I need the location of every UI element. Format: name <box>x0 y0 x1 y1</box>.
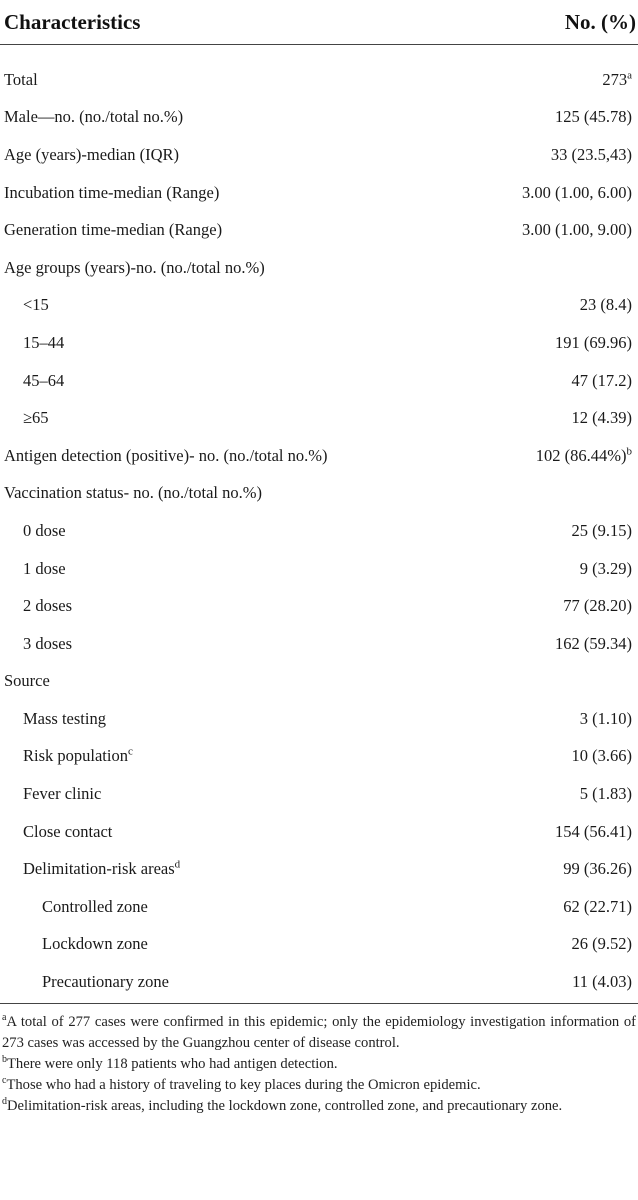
table-row <box>0 775 638 813</box>
row-label-text: Male—no. (no./total no.%) <box>4 107 184 127</box>
row-label <box>0 446 328 466</box>
row-label-text: Risk population <box>23 746 128 766</box>
row-label <box>0 934 148 954</box>
table-row <box>0 362 638 400</box>
row-label <box>0 596 72 616</box>
row-label <box>0 183 219 203</box>
row-value-text: 12 (4.39) <box>571 408 632 428</box>
row-value-text: 26 (9.52) <box>571 934 632 954</box>
row-value-text: 5 (1.83) <box>579 784 632 804</box>
row-value <box>522 220 632 240</box>
row-value-text: 10 (3.66) <box>571 746 632 766</box>
row-label-text: 1 dose <box>23 558 66 578</box>
row-label <box>0 897 148 917</box>
row-value-text: 99 (36.26) <box>563 859 632 879</box>
table-row <box>0 324 638 362</box>
table-row <box>0 813 638 851</box>
row-value-text: 33 (23.5,43) <box>550 144 632 164</box>
footnote <box>2 1096 636 1117</box>
row-value <box>563 596 632 616</box>
row-label <box>0 145 179 165</box>
table-row <box>0 700 638 738</box>
row-label <box>0 70 38 90</box>
row-label <box>0 220 222 240</box>
row-label-text: Generation time-median (Range) <box>4 220 223 240</box>
table-row <box>0 99 638 137</box>
table-row <box>0 287 638 325</box>
row-value-text: 102 (86.44%) <box>535 445 627 465</box>
footnote-text: Those who had a history of traveling to key places during the Omicron epidemic. <box>6 1077 481 1093</box>
table-row <box>0 249 638 287</box>
table-bottom-rule <box>0 1003 638 1004</box>
row-value <box>572 408 633 428</box>
row-value-text: 62 (22.71) <box>563 896 632 916</box>
table-row <box>0 174 638 212</box>
header-no-pct: No. (%) <box>564 9 636 34</box>
footnote-text: There were only 118 patients who had antigen detection. <box>7 1056 338 1072</box>
row-value-text: 154 (56.41) <box>555 821 632 841</box>
row-label-text: Antigen detection (positive)- no. (no./total no.%) <box>4 445 328 465</box>
row-value <box>580 784 632 804</box>
row-value <box>563 897 632 917</box>
table-footnotes <box>0 1012 636 1117</box>
table-row <box>0 211 638 249</box>
row-value-text: 3.00 (1.00, 9.00) <box>522 220 632 240</box>
footnote-mark: d <box>2 1096 7 1108</box>
row-label-text: Age groups (years)-no. (no./total no.%) <box>4 257 265 277</box>
footnote-mark: b <box>2 1054 7 1066</box>
row-label-text: Precautionary zone <box>42 972 169 992</box>
footnote-marker: b <box>626 445 632 458</box>
row-value <box>572 746 633 766</box>
row-label <box>0 784 101 804</box>
row-label <box>0 746 133 766</box>
row-label <box>0 521 66 541</box>
row-label-text: 3 doses <box>23 633 73 653</box>
row-label-text: Incubation time-median (Range) <box>4 182 220 202</box>
footnote <box>2 1012 636 1054</box>
table-header <box>0 0 638 45</box>
table-row <box>0 850 638 888</box>
row-label <box>0 559 66 579</box>
row-value <box>602 70 632 90</box>
row-label <box>0 371 64 391</box>
row-label <box>0 107 183 127</box>
footnote <box>2 1075 636 1096</box>
header-characteristics: Characteristics <box>4 9 141 34</box>
footnote-text: A total of 277 cases were confirmed in this epidemic; only the epidemiology investigation information of 273 cases was accessed by the Guangzhou center of disease control. <box>2 1014 636 1051</box>
row-label-text: Delimitation-risk areas <box>23 859 175 879</box>
row-value-text: 11 (4.03) <box>572 972 632 992</box>
row-label-text: Age (years)-median (IQR) <box>4 144 180 164</box>
table-row <box>0 587 638 625</box>
row-value <box>555 107 632 127</box>
table-row <box>0 738 638 776</box>
row-value-text: 77 (28.20) <box>563 596 632 616</box>
row-value-text: 125 (45.78) <box>555 107 632 127</box>
row-value <box>572 972 632 992</box>
row-label-text: 2 doses <box>23 596 73 616</box>
row-label-text: 0 dose <box>23 520 66 540</box>
footnote-text: Delimitation-risk areas, including the lockdown zone, controlled zone, and precautionary zone. <box>7 1098 563 1114</box>
table-row <box>0 512 638 550</box>
row-value-text: 47 (17.2) <box>571 370 632 390</box>
row-label-text: ≥65 <box>23 408 49 428</box>
footnote-mark: a <box>2 1012 7 1024</box>
row-value <box>551 145 632 165</box>
footnote-marker: c <box>127 745 133 758</box>
row-label <box>0 822 112 842</box>
row-label <box>0 972 169 992</box>
row-label <box>0 634 72 654</box>
row-value-text: 9 (3.29) <box>579 558 632 578</box>
row-value <box>563 859 632 879</box>
table-row <box>0 61 638 99</box>
row-label <box>0 333 64 353</box>
table-row <box>0 475 638 513</box>
table-row <box>0 963 638 1001</box>
row-value-text: 273 <box>602 69 628 89</box>
row-value <box>572 371 633 391</box>
footnote-marker: a <box>627 69 632 82</box>
row-label-text: 15–44 <box>23 332 65 352</box>
row-value-text: 191 (69.96) <box>555 332 632 352</box>
table-row <box>0 888 638 926</box>
row-label <box>0 709 106 729</box>
table-row <box>0 437 638 475</box>
row-label-text: Total <box>4 69 38 89</box>
row-label-text: 45–64 <box>23 370 65 390</box>
table-row <box>0 926 638 964</box>
row-label-text: <15 <box>23 295 49 315</box>
row-value <box>555 333 632 353</box>
row-label-text: Mass testing <box>23 708 106 728</box>
row-value-text: 3.00 (1.00, 6.00) <box>522 182 632 202</box>
table-body <box>0 45 638 1001</box>
row-value <box>580 295 632 315</box>
row-value <box>536 446 632 466</box>
row-label-text: Vaccination status- no. (no./total no.%) <box>4 483 262 503</box>
row-value <box>572 521 633 541</box>
row-value-text: 25 (9.15) <box>571 520 632 540</box>
row-value <box>555 634 632 654</box>
table-row <box>0 625 638 663</box>
row-value-text: 23 (8.4) <box>579 295 632 315</box>
row-label-text: Controlled zone <box>42 896 148 916</box>
row-value <box>580 709 632 729</box>
row-label-text: Fever clinic <box>23 784 102 804</box>
table-row <box>0 136 638 174</box>
row-label <box>0 859 180 879</box>
table-row <box>0 550 638 588</box>
row-value <box>580 559 632 579</box>
row-label <box>0 408 49 428</box>
row-label <box>0 671 50 691</box>
row-label-text: Close contact <box>23 821 113 841</box>
row-label <box>0 295 49 315</box>
row-value <box>555 822 632 842</box>
row-label-text: Lockdown zone <box>42 934 148 954</box>
footnote-mark: c <box>2 1075 7 1087</box>
row-value-text: 162 (59.34) <box>555 633 632 653</box>
row-value <box>522 183 632 203</box>
table-row <box>0 399 638 437</box>
row-label <box>0 483 262 503</box>
footnote <box>2 1054 636 1075</box>
footnote-marker: d <box>174 858 181 871</box>
row-value-text: 3 (1.10) <box>579 708 632 728</box>
row-label <box>0 258 265 278</box>
row-label-text: Source <box>4 671 50 691</box>
table-row <box>0 663 638 701</box>
row-value <box>572 934 633 954</box>
